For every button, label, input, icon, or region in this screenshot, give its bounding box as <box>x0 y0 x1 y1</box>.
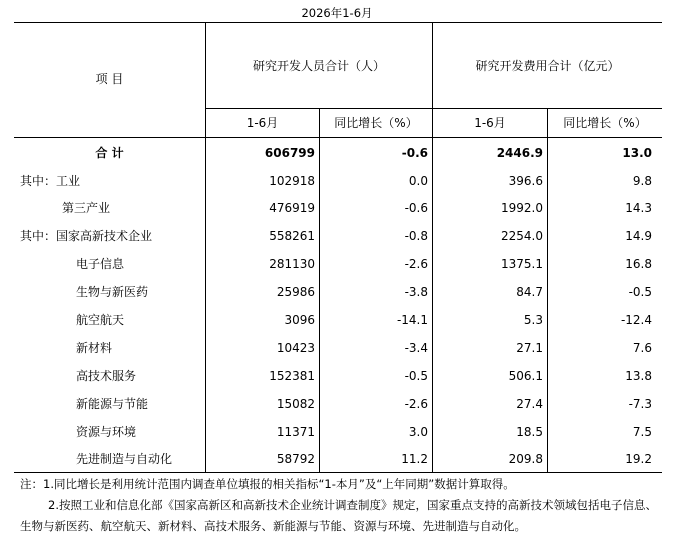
cell-staff-growth: 11.2 <box>401 452 428 466</box>
rule-body-bottom <box>14 472 662 473</box>
cell-cost: 5.3 <box>523 313 543 327</box>
rule-header-bottom <box>14 137 662 138</box>
cell-staff-growth: 3.0 <box>408 425 428 439</box>
cell-staff: 152381 <box>269 369 315 383</box>
row-label-materials: 新材料 <box>76 341 113 355</box>
cell-staff: 281130 <box>269 257 315 271</box>
header-staff-total: 研究开发人员合计（人） <box>252 59 385 73</box>
cell-cost: 2254.0 <box>501 229 543 243</box>
row-label-aerospace: 航空航天 <box>76 313 125 327</box>
cell-staff-growth: -0.5 <box>404 369 428 383</box>
cell-cost: 27.4 <box>516 397 543 411</box>
cell-cost-growth: 9.8 <box>632 174 652 188</box>
cell-cost-growth: 7.6 <box>632 341 652 355</box>
row-label-manufacturing: 先进制造与自动化 <box>76 452 173 466</box>
cell-cost-growth: 16.8 <box>625 257 652 271</box>
header-cost-total: 研究开发费用合计（亿元） <box>475 59 620 73</box>
cell-cost: 84.7 <box>516 285 543 299</box>
row-label-biomed: 生物与新医药 <box>76 285 149 299</box>
row-label-electronics: 电子信息 <box>76 257 125 271</box>
cell-staff-growth: -2.6 <box>404 257 428 271</box>
row-label-total: 合 计 <box>95 146 124 160</box>
cell-staff: 25986 <box>276 285 315 299</box>
cell-cost-growth: -0.5 <box>628 285 652 299</box>
cell-cost-growth: -12.4 <box>620 313 652 327</box>
cell-staff: 10423 <box>276 341 315 355</box>
row-label-hitech: 其中：国家高新技术企业 <box>20 229 153 243</box>
cell-cost: 18.5 <box>516 425 543 439</box>
cell-staff-growth: -0.8 <box>404 229 428 243</box>
cell-cost: 209.8 <box>508 452 543 466</box>
table-period: 2026年1-6月 <box>301 6 373 20</box>
cell-staff: 102918 <box>269 174 315 188</box>
row-label-tertiary: 第三产业 <box>62 201 111 215</box>
cell-staff-growth: -3.8 <box>404 285 428 299</box>
rule-subheader <box>206 108 662 109</box>
cell-staff-growth: -3.4 <box>404 341 428 355</box>
cell-cost-growth: -7.3 <box>628 397 652 411</box>
note-2: 2.按照工业和信息化部《国家高新区和高新技术企业统计调查制度》规定，国家重点支持的高新技术领域包括电子信息、生物与新医药、航空航天、新材料、高技术服务、新能源与节能、资源与环境、先进制造与自动化。 <box>20 498 657 533</box>
row-label-industry: 其中：工业 <box>20 174 81 188</box>
header-staff-growth: 同比增长（%） <box>334 116 418 130</box>
note-1: 注：1.同比增长是利用统计范围内调查单位填报的相关指标“1-本月”及“上年同期”数据计算取得。 <box>20 477 515 491</box>
cell-cost: 506.1 <box>508 369 543 383</box>
header-cost-period: 1-6月 <box>474 116 506 130</box>
cell-cost: 27.1 <box>516 341 543 355</box>
cell-staff-total: 606799 <box>264 146 315 160</box>
cell-staff: 558261 <box>269 229 315 243</box>
cell-staff: 58792 <box>276 452 315 466</box>
row-label-services: 高技术服务 <box>76 369 137 383</box>
header-staff-period: 1-6月 <box>246 116 279 130</box>
cell-staff: 476919 <box>269 201 315 215</box>
cell-staff-growth: -2.6 <box>404 397 428 411</box>
cell-staff: 11371 <box>276 425 315 439</box>
cell-cost: 1992.0 <box>501 201 543 215</box>
cell-cost-growth: 13.8 <box>625 369 652 383</box>
row-label-environment: 资源与环境 <box>76 425 137 439</box>
header-item: 项 目 <box>95 72 124 86</box>
cell-staff: 15082 <box>276 397 315 411</box>
header-cost-growth: 同比增长（%） <box>563 116 647 130</box>
cell-cost-growth: 19.2 <box>625 452 652 466</box>
rule-top <box>14 22 662 23</box>
cell-cost-growth-total: 13.0 <box>622 146 652 160</box>
cell-staff-growth: -14.1 <box>396 313 428 327</box>
cell-cost: 396.6 <box>508 174 543 188</box>
cell-cost: 1375.1 <box>501 257 543 271</box>
cell-staff: 3096 <box>284 313 315 327</box>
row-label-energy: 新能源与节能 <box>76 397 149 411</box>
cell-cost-growth: 7.5 <box>632 425 652 439</box>
cell-cost-growth: 14.9 <box>625 229 652 243</box>
cell-staff-growth-total: -0.6 <box>401 146 428 160</box>
cell-staff-growth: 0.0 <box>408 174 428 188</box>
cell-cost-growth: 14.3 <box>625 201 652 215</box>
table-notes <box>20 474 668 537</box>
cell-staff-growth: -0.6 <box>404 201 428 215</box>
cell-cost-total: 2446.9 <box>496 146 543 160</box>
